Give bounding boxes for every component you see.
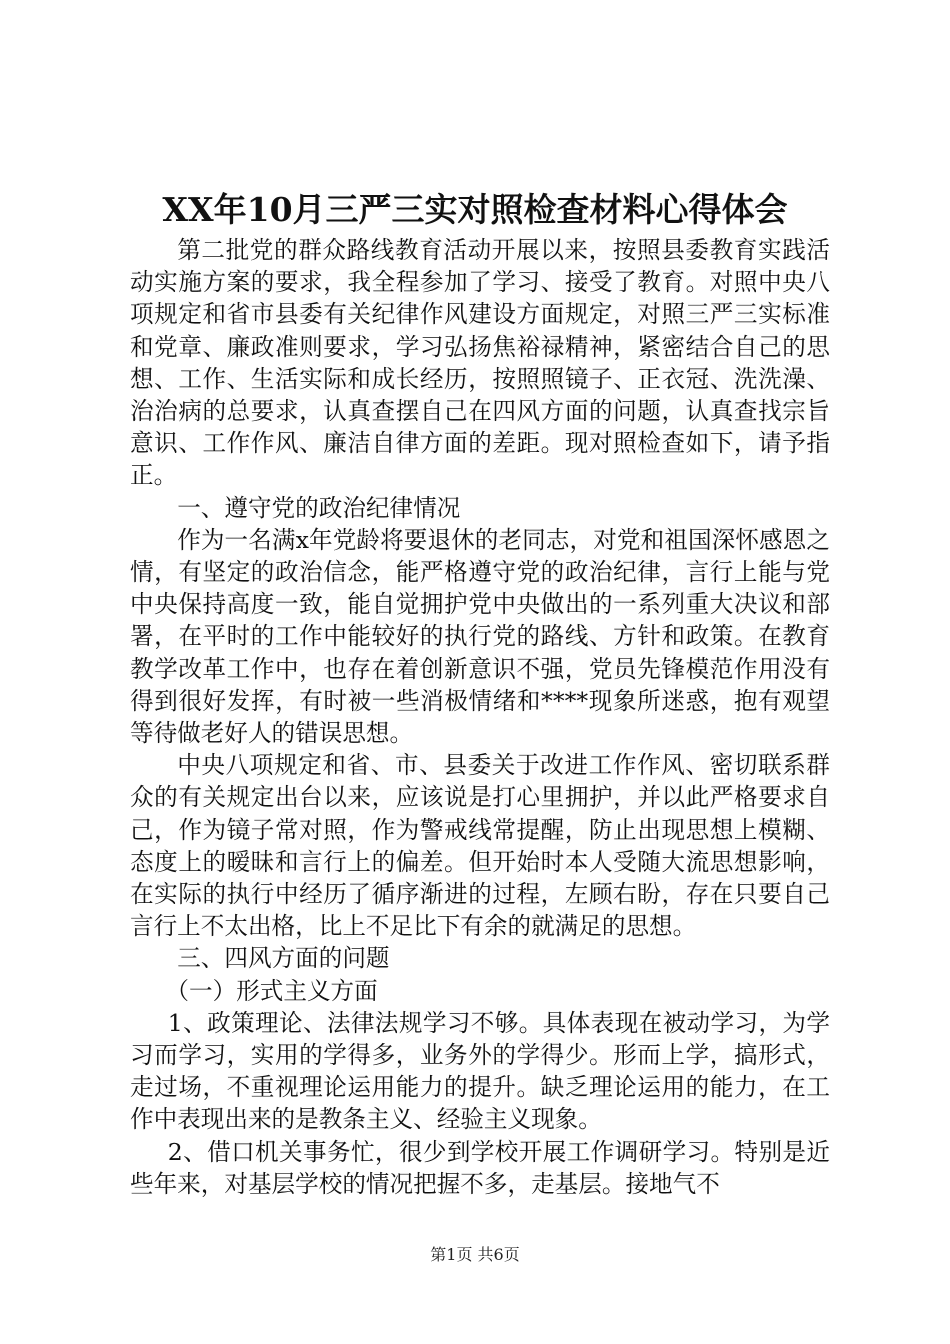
- paragraph-eight-regulations: 中央八项规定和省、市、县委关于改进工作作风、密切联系群众的有关规定出台以来，应该说是打心里拥护，并以此严格要求自己，作为镜子常对照，作为警戒线常提醒，防止出现思想上模糊、态度上的暧昧和言行上的偏差。但开始时本人受随大流思想影响，在实际的执行中经历了循序渐进的过程，左顾右盼，存在只要自己言行上不太出格，比上不足比下有余的就满足的思想。: [130, 751, 830, 941]
- document-body: [130, 234, 830, 1200]
- subsection-heading-formalism: （一）形式主义方面: [165, 976, 378, 1005]
- paragraph-political-discipline: 作为一名满x年党龄将要退休的老同志，对党和祖国深怀感恩之情，有坚定的政治信念，能严格遵守党的政治纪律，言行上能与党中央保持高度一致，能自觉拥护党中央做出的一系列重大决议和部署，在平时的工作中能较好的执行党的路线、方针和政策。在教育教学改革工作中，也存在着创新意识不强，党员先锋模范作用没有得到很好发挥，有时被一些消极情绪和****现象所迷惑，抱有观望等待做老好人的错误思想。: [130, 525, 830, 748]
- paragraph-intro: 第二批党的群众路线教育活动开展以来，按照县委教育实践活动实施方案的要求，我全程参加了学习、接受了教育。对照中央八项规定和省市县委有关纪律作风建设方面规定，对照三严三实标准和党章、廉政准则要求，学习弘扬焦裕禄精神，紧密结合自己的思想、工作、生活实际和成长经历，按照照镜子、正衣冠、洗洗澡、治治病的总要求，认真查摆自己在四风方面的问题，认真查找宗旨意识、工作作风、廉洁自律方面的差距。现对照检查如下，请予指正。: [130, 236, 830, 490]
- paragraph-item-1: 1、政策理论、法律法规学习不够。具体表现在被动学习，为学习而学习，实用的学得多，业务外的学得少。形而上学，搞形式，走过场，不重视理论运用能力的提升。缺乏理论运用的能力，在工作中表现出来的是教条主义、经验主义现象。: [130, 1008, 830, 1134]
- section-heading-four-styles: 三、四风方面的问题: [177, 944, 390, 973]
- page-number-footer: 第1页 共6页: [430, 1245, 520, 1264]
- document-title: XX年10月三严三实对照检查材料心得体会: [162, 190, 788, 229]
- paragraph-item-2: 2、借口机关事务忙，很少到学校开展工作调研学习。特别是近些年来，对基层学校的情况把握不多，走基层。接地气不: [130, 1137, 830, 1198]
- section-heading-political-discipline: 一、遵守党的政治纪律情况: [177, 493, 461, 522]
